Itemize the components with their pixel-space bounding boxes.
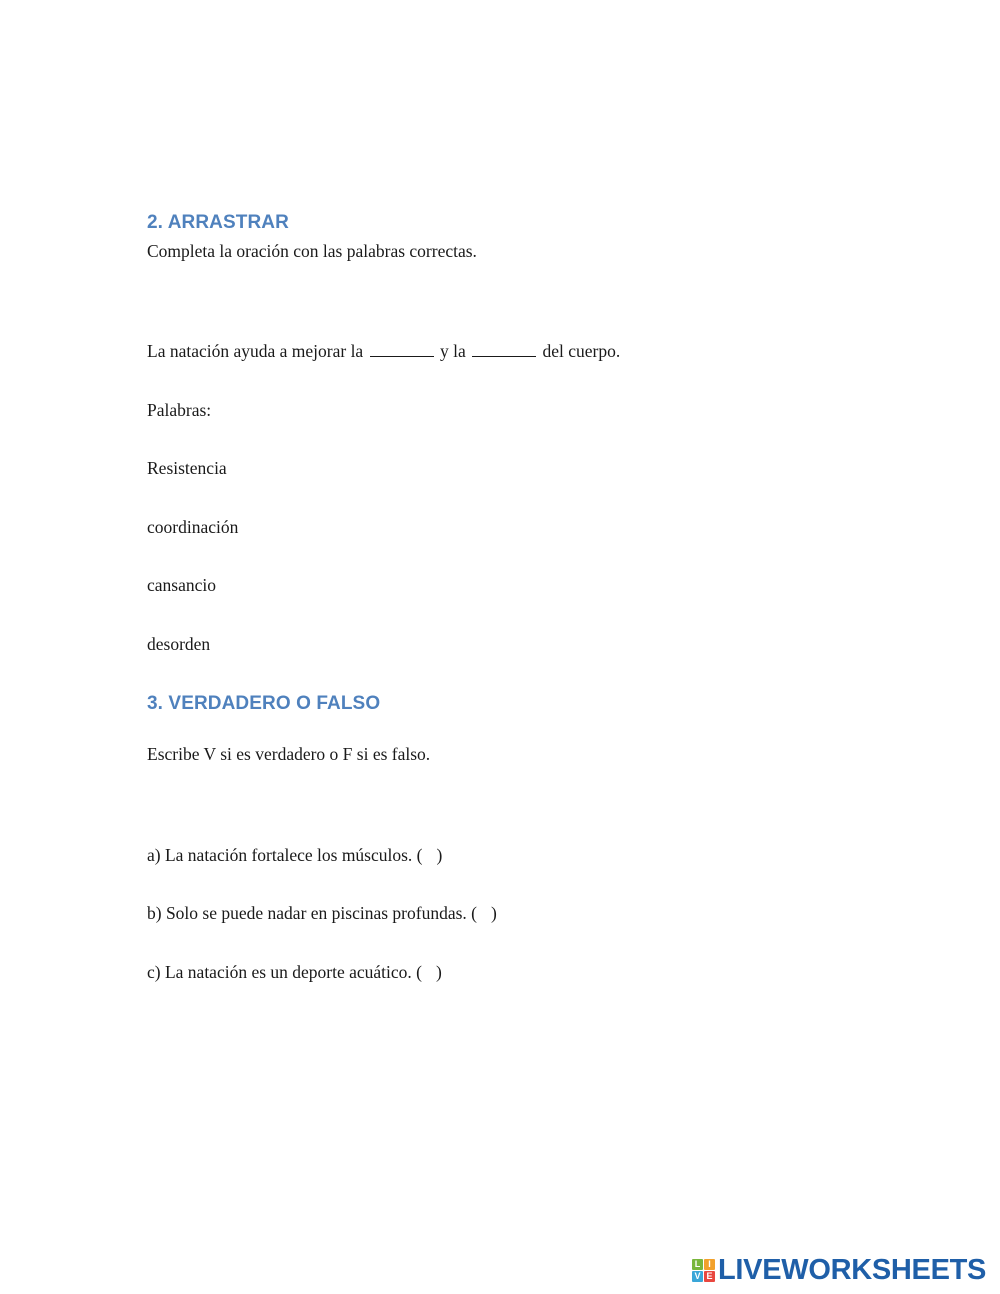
word-option[interactable]: cansancio — [147, 575, 216, 595]
logo-letter: V — [692, 1271, 703, 1282]
sentence-part-3: del cuerpo. — [542, 341, 621, 361]
section-2-heading: 2. ARRASTRAR — [147, 212, 289, 233]
logo-letter: L — [692, 1259, 703, 1270]
word-option[interactable]: Resistencia — [147, 458, 227, 478]
logo-text: LIVEWORKSHEETS — [718, 1254, 987, 1286]
logo-letter: I — [704, 1259, 715, 1270]
statement-item — [147, 844, 442, 866]
words-label: Palabras: — [147, 400, 212, 420]
liveworksheets-logo — [692, 1254, 986, 1286]
fill-in-sentence — [147, 340, 620, 362]
close-paren: ) — [436, 962, 442, 982]
statement-text: b) Solo se puede nadar en piscinas profundas. ( — [147, 903, 477, 923]
statement-item — [147, 961, 442, 983]
close-paren: ) — [436, 845, 443, 865]
section-3-heading: 3. VERDADERO O FALSO — [147, 693, 381, 714]
sentence-part-2: y la — [439, 341, 466, 361]
statement-text: c) La natación es un deporte acuático. ( — [147, 962, 423, 982]
statement-text: a) La natación fortalece los músculos. ( — [147, 845, 423, 865]
sentence-part-1: La natación ayuda a mejorar la — [147, 341, 364, 361]
section-2-instruction: Completa la oración con las palabras correctas. — [147, 241, 477, 261]
close-paren: ) — [490, 903, 497, 923]
logo-letter: E — [704, 1271, 715, 1282]
drop-blank-2[interactable] — [472, 342, 536, 357]
section-3-instruction: Escribe V si es verdadero o F si es falso. — [147, 744, 431, 764]
word-option[interactable]: desorden — [147, 634, 211, 654]
drop-blank-1[interactable] — [370, 342, 434, 357]
word-option[interactable]: coordinación — [147, 517, 239, 537]
statement-item — [147, 902, 497, 924]
logo-mark-icon — [692, 1259, 715, 1282]
